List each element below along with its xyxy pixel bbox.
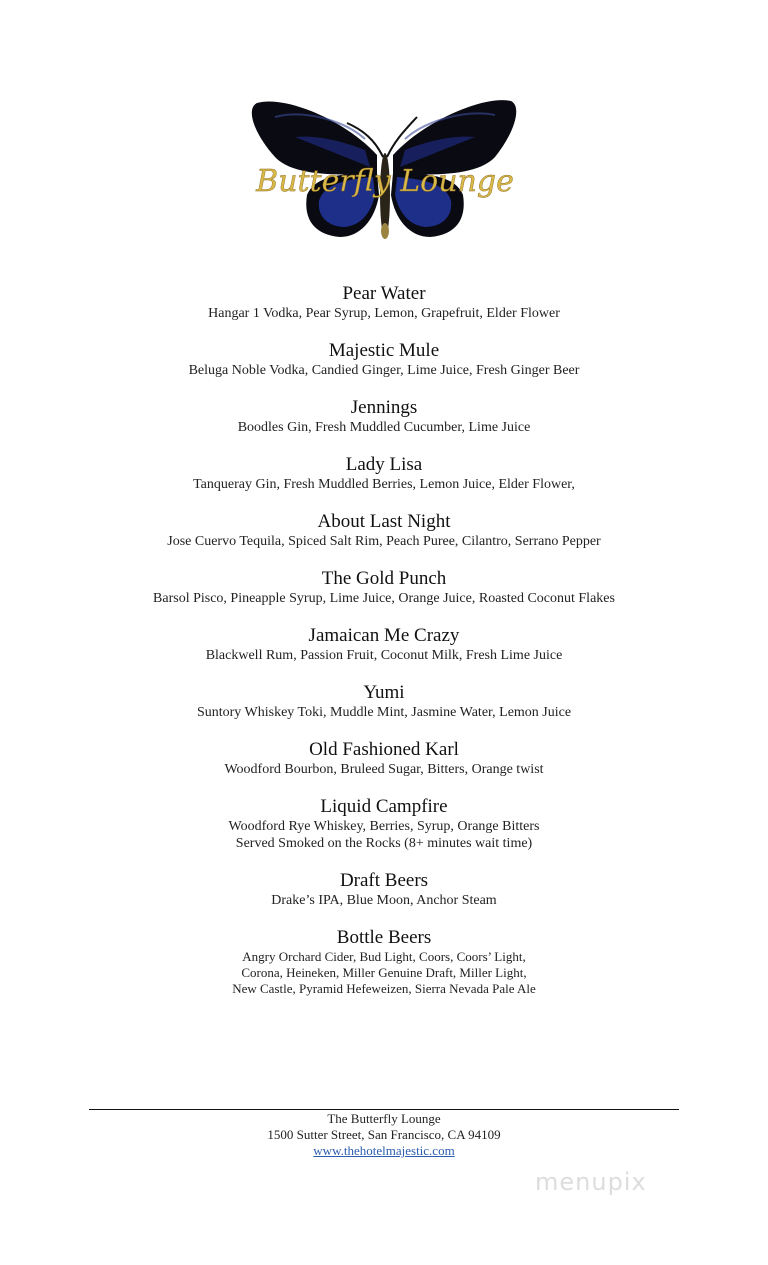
menu-item [0,625,768,664]
menu-item [0,568,768,607]
menu-item-name: About Last Night [317,511,451,532]
drink-menu [0,283,768,1015]
menu-item-name: Liquid Campfire [320,796,448,817]
menu-item-description: Woodford Bourbon, Bruleed Sugar, Bitters, Orange twist [224,762,544,777]
menu-item-description: Hangar 1 Vodka, Pear Syrup, Lemon, Grapefruit, Elder Flower [208,306,560,321]
menu-item [0,682,768,721]
menu-item-description: Jose Cuervo Tequila, Spiced Salt Rim, Peach Puree, Cilantro, Serrano Pepper [167,534,601,549]
menu-item-description: Boodles Gin, Fresh Muddled Cucumber, Lime Juice [237,420,531,435]
menu-item-description: Drake’s IPA, Blue Moon, Anchor Steam [271,893,497,908]
menu-item [0,796,768,852]
menu-item-name: Jamaican Me Crazy [308,625,460,646]
menu-item-name: Majestic Mule [328,340,440,361]
menu-item-description: New Castle, Pyramid Hefeweizen, Sierra Nevada Pale Ale [232,981,536,996]
menu-item-description: Blackwell Rum, Passion Fruit, Coconut Milk, Fresh Lime Juice [205,648,563,663]
menu-item-name: Draft Beers [339,870,429,891]
menu-item-description: Angry Orchard Cider, Bud Light, Coors, Coors’ Light, [242,949,526,964]
menu-item [0,870,768,909]
menu-item-name: Pear Water [342,283,426,304]
logo-script-text: Butterfly Lounge [256,164,514,199]
menu-item-description: Beluga Noble Vodka, Candied Ginger, Lime Juice, Fresh Ginger Beer [188,363,580,378]
menu-item [0,283,768,322]
butterfly-lounge-logo [245,95,525,245]
menu-item [0,397,768,436]
menu-item [0,739,768,778]
menu-item-description: Suntory Whiskey Toki, Muddle Mint, Jasmine Water, Lemon Juice [196,705,572,720]
menu-item-name: Old Fashioned Karl [309,739,459,760]
menu-item-name: Jennings [350,397,418,418]
menu-item-description: Tanqueray Gin, Fresh Muddled Berries, Lemon Juice, Elder Flower, [193,477,575,492]
menu-item-name: Yumi [363,682,405,703]
menu-item [0,340,768,379]
footer-divider [89,1109,679,1110]
footer-venue-name: The Butterfly Lounge [327,1111,441,1126]
menu-item-description: Served Smoked on the Rocks (8+ minutes wait time) [235,836,533,851]
footer-website-link[interactable]: www.thehotelmajestic.com [313,1143,455,1158]
menu-item-description: Woodford Rye Whiskey, Berries, Syrup, Orange Bitters [228,819,540,834]
menu-item-description: Barsol Pisco, Pineapple Syrup, Lime Juice, Orange Juice, Roasted Coconut Flakes [153,591,615,606]
menu-item [0,511,768,550]
footer-address: 1500 Sutter Street, San Francisco, CA 94109 [267,1127,501,1142]
footer [0,1111,768,1159]
menu-item [0,454,768,493]
menu-item-name: Bottle Beers [336,927,432,948]
menupix-watermark: menupix [535,1168,647,1196]
menu-item-description: Corona, Heineken, Miller Genuine Draft, Miller Light, [241,965,527,980]
menu-item [0,927,768,997]
menu-item-name: Lady Lisa [345,454,423,475]
menu-item-name: The Gold Punch [321,568,447,589]
